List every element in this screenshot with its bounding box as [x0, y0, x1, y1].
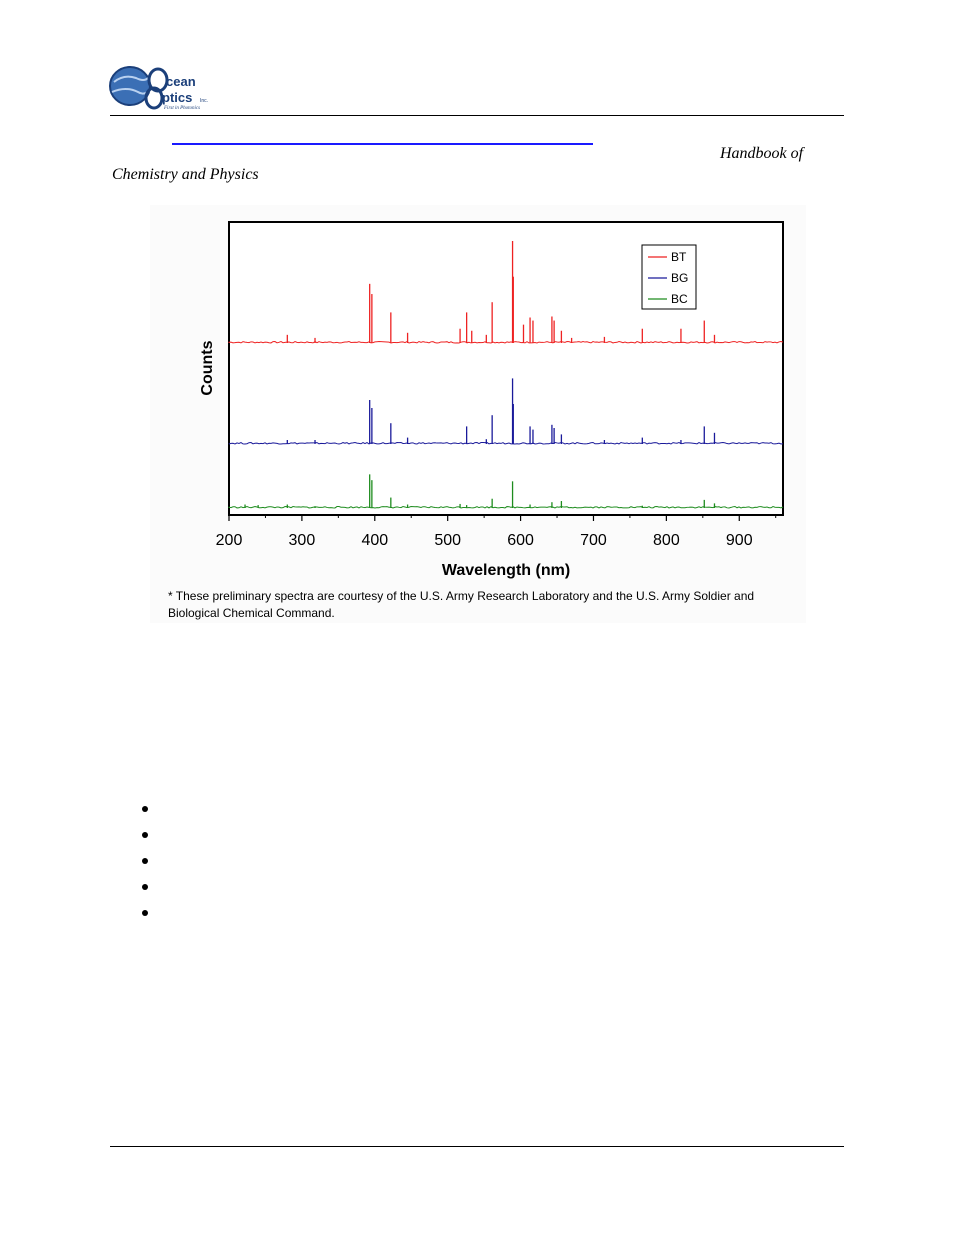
x-tick-label: 700 — [580, 532, 607, 549]
spectra-figure — [150, 205, 806, 623]
x-tick-label: 500 — [434, 532, 462, 549]
x-tick-label: 200 — [215, 532, 243, 549]
svg-text:cean: cean — [166, 74, 196, 89]
svg-text:First in Photonics: First in Photonics — [164, 106, 201, 111]
plot-frame — [229, 222, 783, 515]
legend-label-bt: BT — [671, 250, 687, 264]
y-axis-label: Counts — [199, 340, 216, 396]
x-tick-label: 800 — [653, 532, 680, 549]
x-tick-label: 300 — [288, 532, 316, 549]
legend-label-bc: BC — [671, 292, 688, 306]
footer-rule — [110, 1146, 844, 1147]
hyperlink-underline[interactable] — [172, 143, 593, 145]
bullet-item — [140, 826, 160, 852]
x-tick-label: 900 — [725, 532, 753, 549]
chemistry-physics-text: Chemistry and Physics — [112, 166, 259, 183]
header-rule — [110, 115, 844, 116]
x-axis-label: Wavelength (nm) — [441, 562, 571, 579]
ocean-optics-logo — [108, 64, 224, 112]
legend-label-bg: BG — [671, 271, 689, 285]
x-tick-label: 400 — [361, 532, 389, 549]
bullet-item — [140, 904, 160, 930]
figure-footnote: * These preliminary spectra are courtesy of the U.S. Army Research Laboratory and the U.S. Army Soldier and Biological Chemical Command. — [168, 589, 755, 620]
spectra-chart — [150, 205, 806, 585]
bullet-item — [140, 800, 160, 826]
svg-text:ptics: ptics — [162, 90, 193, 105]
bullet-list — [140, 800, 160, 930]
handbook-text: Handbook of — [720, 145, 804, 162]
x-tick-label: 600 — [507, 532, 534, 549]
svg-text:Inc.: Inc. — [200, 98, 209, 104]
bullet-item — [140, 852, 160, 878]
bullet-item — [140, 878, 160, 904]
